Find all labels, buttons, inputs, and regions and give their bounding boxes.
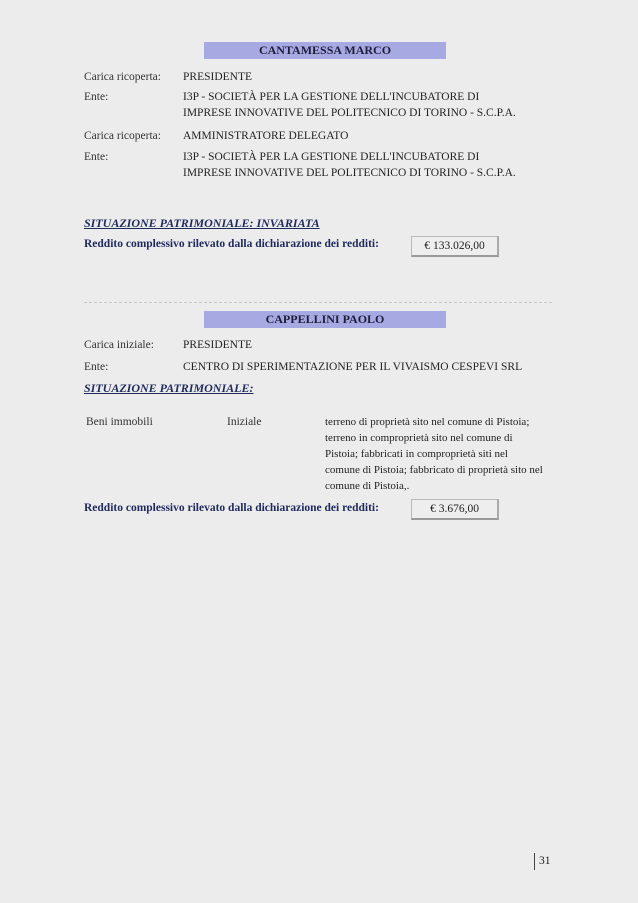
person1-ente1-line1: I3P - SOCIETÀ PER LA GESTIONE DELL'INCUBATORE DI <box>183 91 480 103</box>
person1-role2-value: AMMINISTRATORE DELEGATO <box>183 130 349 142</box>
person2-role-label: Carica iniziale: <box>84 339 154 351</box>
person1-reddito-label: Reddito complessivo rilevato dalla dichiarazione dei redditi: <box>84 238 379 250</box>
person1-role1-value: PRESIDENTE <box>183 71 252 83</box>
person2-beni-line1: terreno di proprietà sito nel comune di Pistoia; <box>325 416 530 428</box>
person1-situazione-title: SITUAZIONE PATRIMONIALE: INVARIATA <box>84 216 320 230</box>
person1-role1-label: Carica ricoperta: <box>84 71 161 83</box>
person2-beni-line4: comune di Pistoia; fabbricato di proprietà sito nel <box>325 464 543 476</box>
person1-role2-label: Carica ricoperta: <box>84 130 161 142</box>
person2-beni-line5: comune di Pistoia,. <box>325 480 410 492</box>
person2-beni-line2: terreno in comproprietà sito nel comune di <box>325 432 513 444</box>
person1-ente2-label: Ente: <box>84 151 109 163</box>
person2-role-value: PRESIDENTE <box>183 339 252 351</box>
person2-ente-value: CENTRO DI SPERIMENTAZIONE PER IL VIVAISMO CESPEVI SRL <box>183 361 523 373</box>
page-number: 31 <box>534 853 551 870</box>
person2-name-header: CAPPELLINI PAOLO <box>204 311 446 328</box>
person2-beni-line3: Pistoia; fabbricati in comproprietà siti nel <box>325 448 508 460</box>
person2-reddito-value: € 3.676,00 <box>411 499 499 520</box>
person2-beni-type: Beni immobili <box>86 416 153 428</box>
person1-reddito-value: € 133.026,00 <box>411 236 499 257</box>
person1-ente2-line1: I3P - SOCIETÀ PER LA GESTIONE DELL'INCUBATORE DI <box>183 151 480 163</box>
person2-reddito-label: Reddito complessivo rilevato dalla dichiarazione dei redditi: <box>84 502 379 514</box>
person2-situazione-title: SITUAZIONE PATRIMONIALE: <box>84 381 254 395</box>
person1-name-header: CANTAMESSA MARCO <box>204 42 446 59</box>
person2-beni-status: Iniziale <box>227 416 262 428</box>
person1-ente1-label: Ente: <box>84 91 109 103</box>
person1-ente2-line2: IMPRESE INNOVATIVE DEL POLITECNICO DI TORINO - S.C.P.A. <box>183 167 516 179</box>
section-divider <box>84 302 552 303</box>
person1-ente1-line2: IMPRESE INNOVATIVE DEL POLITECNICO DI TORINO - S.C.P.A. <box>183 107 516 119</box>
person2-ente-label: Ente: <box>84 361 109 373</box>
